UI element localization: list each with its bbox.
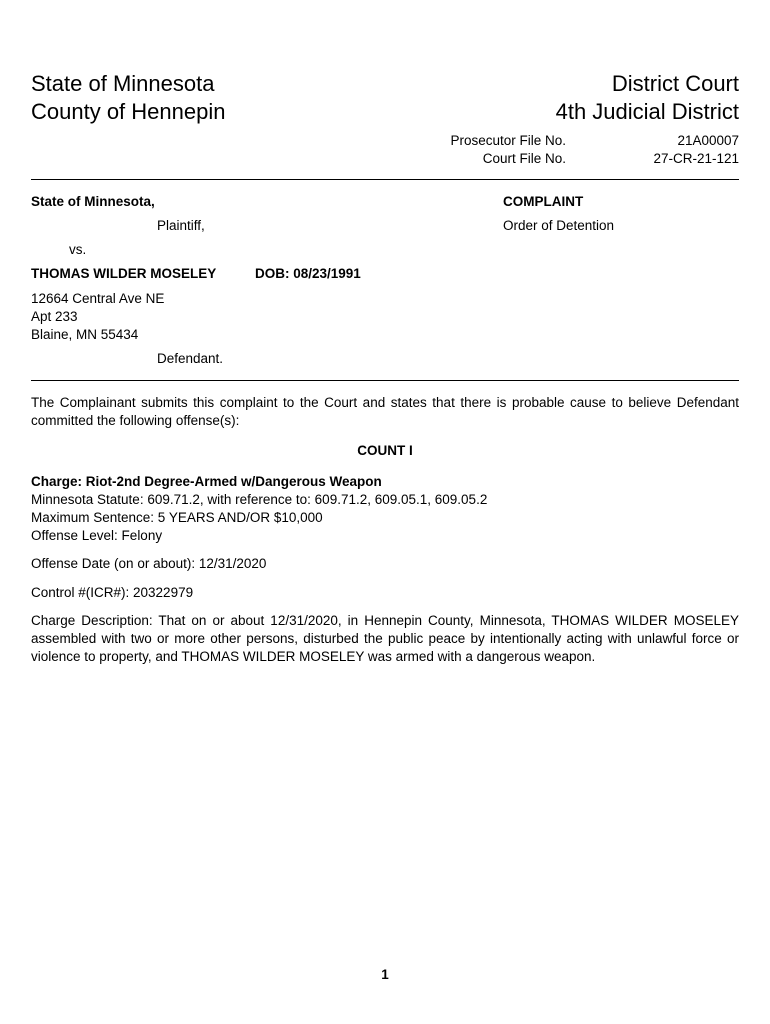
charge-title: Charge: Riot-2nd Degree-Armed w/Dangerous Weapon — [31, 474, 382, 489]
control-number-line: Control #(ICR#): 20322979 — [31, 585, 194, 600]
defendant-address — [31, 290, 164, 344]
county-heading: County of Hennepin — [31, 99, 226, 124]
address-line: Apt 233 — [31, 309, 78, 324]
max-sentence-line: Maximum Sentence: 5 YEARS AND/OR $10,000 — [31, 510, 323, 525]
state-heading: State of Minnesota — [31, 71, 215, 96]
versus-label: vs. — [69, 242, 87, 257]
caption-divider — [31, 380, 739, 381]
address-line: Blaine, MN 55434 — [31, 327, 139, 342]
top-divider — [31, 179, 739, 180]
prosecutor-file-label: Prosecutor File No. — [450, 133, 566, 148]
offense-level-line: Offense Level: Felony — [31, 528, 163, 543]
plaintiff-role: Plaintiff, — [157, 218, 205, 233]
address-line: 12664 Central Ave NE — [31, 291, 165, 306]
statute-line: Minnesota Statute: 609.71.2, with reference to: 609.71.2, 609.05.1, 609.05.2 — [31, 492, 488, 507]
court-file-value: 27-CR-21-121 — [653, 151, 739, 166]
court-heading: District Court — [611, 71, 739, 96]
charge-description: Charge Description: That on or about 12/31/2020, in Hennepin County, Minnesota, THOMAS WILDER MOSELEY assembled with two or more other persons, disturbed the public peace by intentionally acting with unlawful force or violence to property, and THOMAS WILDER MOSELEY was armed with a dangerous weapon. — [31, 613, 739, 664]
defendant-dob: DOB: 08/23/1991 — [255, 266, 361, 281]
district-heading: 4th Judicial District — [555, 99, 739, 124]
defendant-name: THOMAS WILDER MOSELEY — [31, 266, 217, 281]
court-file-label: Court File No. — [482, 151, 566, 166]
prosecutor-file-value: 21A00007 — [677, 133, 739, 148]
charge-block — [31, 473, 487, 545]
document-subtype: Order of Detention — [503, 218, 615, 233]
count-heading: COUNT I — [357, 443, 413, 458]
plaintiff-name: State of Minnesota, — [31, 194, 155, 209]
document-type: COMPLAINT — [503, 194, 584, 209]
defendant-role: Defendant. — [157, 351, 224, 366]
page-number: 1 — [381, 967, 389, 982]
intro-paragraph: The Complainant submits this complaint to the Court and states that there is probable cause to believe Defendant committed the following offense(s): — [31, 395, 739, 428]
offense-date-line: Offense Date (on or about): 12/31/2020 — [31, 556, 267, 571]
